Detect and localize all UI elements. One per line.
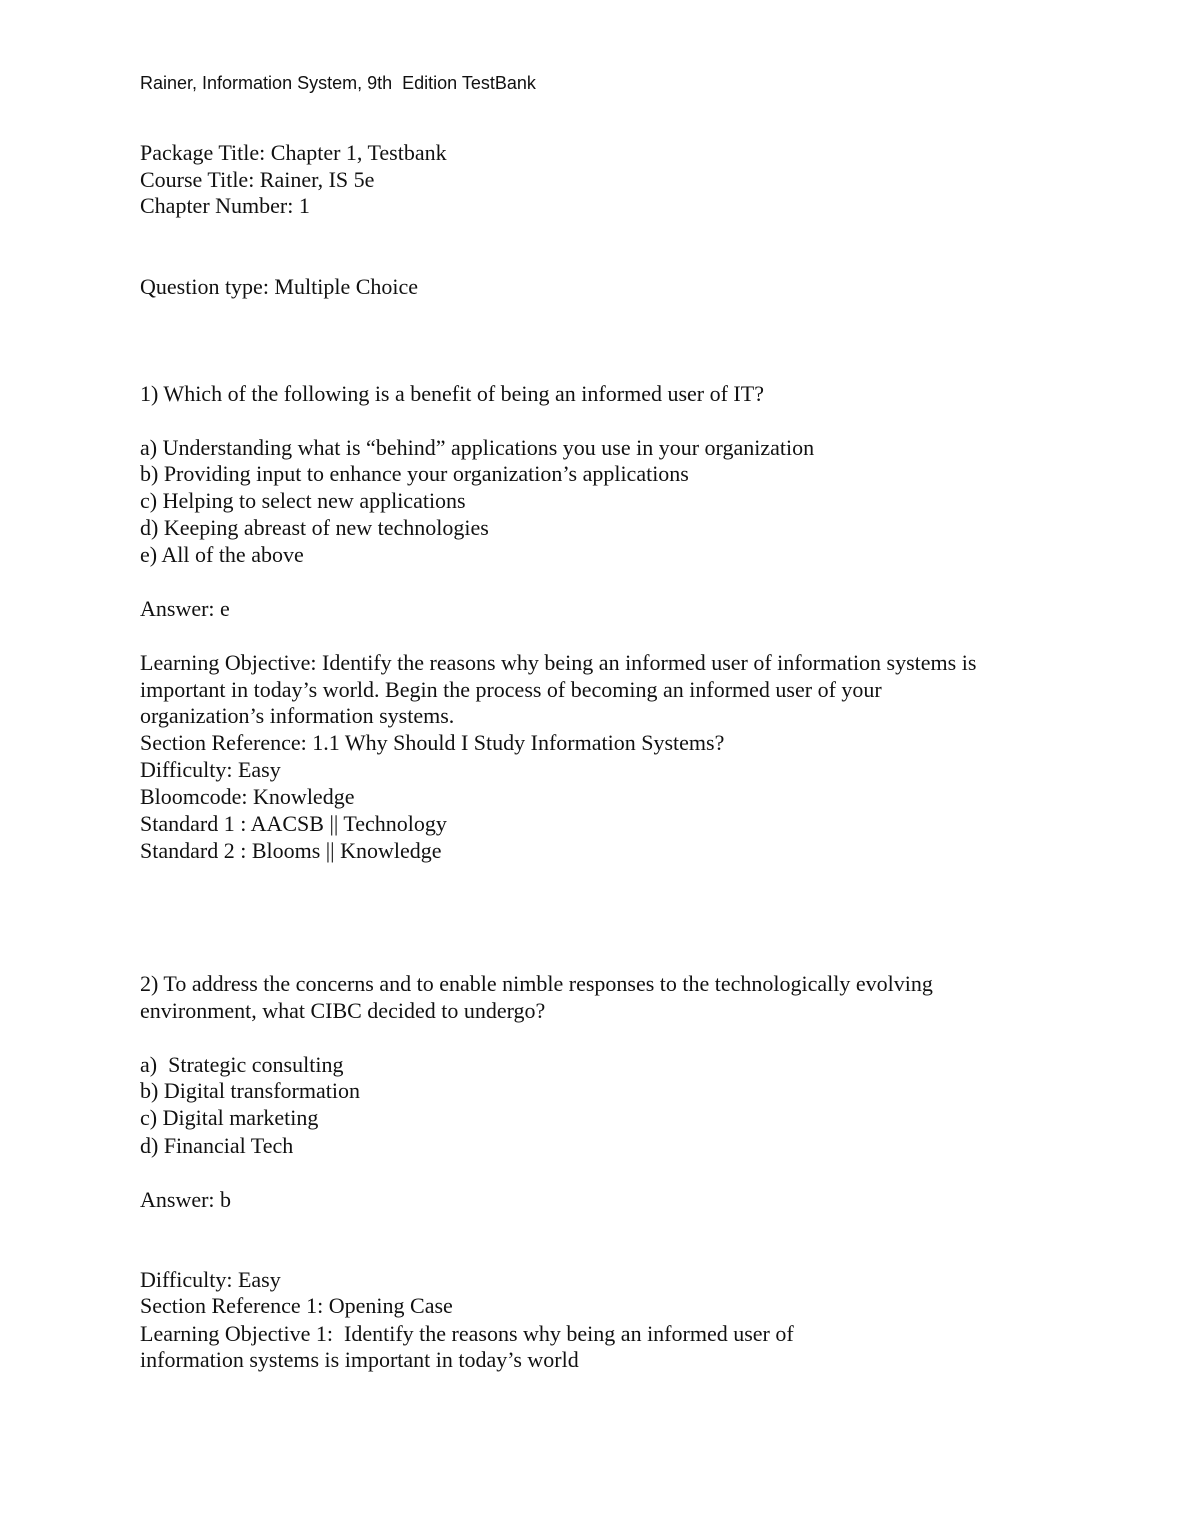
question-1-option-a: a) Understanding what is “behind” applications you use in your organization xyxy=(140,435,815,460)
question-1-option-e: e) All of the above xyxy=(140,542,304,567)
question-2-option-b: b) Digital transformation xyxy=(140,1078,360,1103)
question-1-difficulty: Difficulty: Easy xyxy=(140,757,281,782)
question-1-section-reference: Section Reference: 1.1 Why Should I Study Information Systems? xyxy=(140,730,725,755)
question-1-answer: Answer: e xyxy=(140,596,230,621)
question-2-difficulty: Difficulty: Easy xyxy=(140,1267,281,1292)
question-1-prompt: 1) Which of the following is a benefit of being an informed user of IT? xyxy=(140,381,764,406)
question-2-learning-objective-line-1: Learning Objective 1: Identify the reasons why being an informed user of xyxy=(140,1321,794,1346)
question-2-option-c: c) Digital marketing xyxy=(140,1105,319,1130)
running-header: Rainer, Information System, 9th Edition TestBank xyxy=(140,73,536,93)
question-2-option-a: a) Strategic consulting xyxy=(140,1052,344,1077)
question-type: Question type: Multiple Choice xyxy=(140,274,419,299)
question-1-option-d: d) Keeping abreast of new technologies xyxy=(140,515,489,540)
question-1-learning-objective-line-3: organization’s information systems. xyxy=(140,703,455,728)
chapter-number: Chapter Number: 1 xyxy=(140,193,310,218)
question-2-option-d: d) Financial Tech xyxy=(140,1133,294,1158)
question-1-bloomcode: Bloomcode: Knowledge xyxy=(140,784,355,809)
question-1-option-c: c) Helping to select new applications xyxy=(140,488,466,513)
question-2-learning-objective-line-2: information systems is important in today’s world xyxy=(140,1347,579,1372)
question-2-prompt-line-2: environment, what CIBC decided to undergo? xyxy=(140,998,546,1023)
question-1-option-b: b) Providing input to enhance your organization’s applications xyxy=(140,461,689,486)
question-1-standard-1: Standard 1 : AACSB || Technology xyxy=(140,811,447,836)
question-2-answer: Answer: b xyxy=(140,1187,232,1212)
question-1-learning-objective-line-2: important in today’s world. Begin the process of becoming an informed user of your xyxy=(140,677,882,702)
course-title: Course Title: Rainer, IS 5e xyxy=(140,167,375,192)
question-1-standard-2: Standard 2 : Blooms || Knowledge xyxy=(140,838,442,863)
package-title: Package Title: Chapter 1, Testbank xyxy=(140,140,447,165)
question-1-learning-objective-line-1: Learning Objective: Identify the reasons why being an informed user of information systems is xyxy=(140,650,977,675)
question-2-prompt-line-1: 2) To address the concerns and to enable nimble responses to the technologically evolving xyxy=(140,971,933,996)
question-2-section-reference: Section Reference 1: Opening Case xyxy=(140,1293,453,1318)
